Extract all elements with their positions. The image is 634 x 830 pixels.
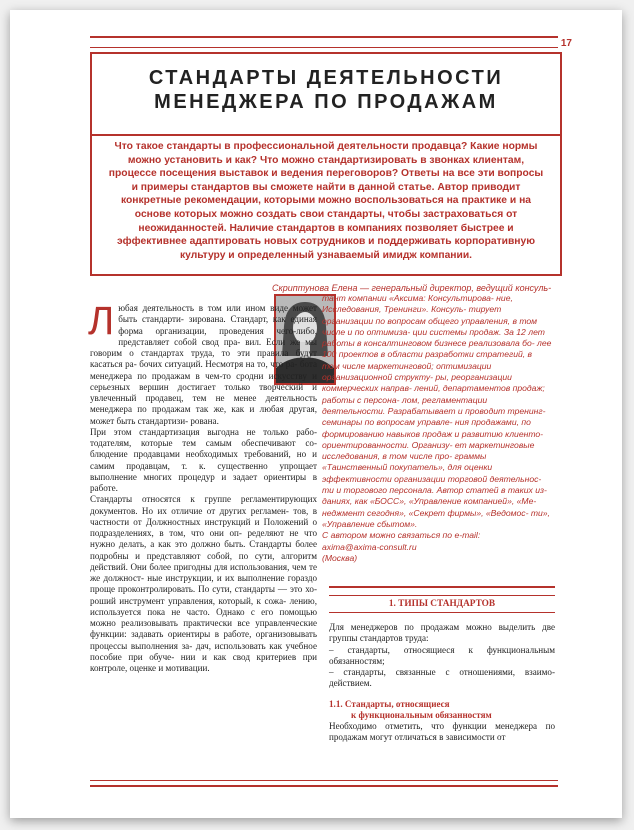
author-byline: Скриптунова Елена — генеральный директор, ведущий консуль-	[272, 283, 552, 293]
subsection-heading-line-1: 1.1. Стандарты, относящиеся	[329, 698, 450, 709]
page-number: 17	[560, 38, 572, 49]
drop-cap: Л	[88, 299, 115, 343]
left-paragraph-1: юбая деятельность в том или ином виде может быть стандарти- зирована. Стандарт, как единая форма организации, проведения чего-либо, представляет собой свод пра- вил. Если же мы говорим о стандартах труда, то эти правила будут касаться ра- бочих ситуаций. Несмотря на то, что ра- бота менеджера по продажам в чем-то сродни искусству и серьезных вершин достигает только творческий и увлеченный продавец, тем не менее деятельность менеджера по продажам так же, как и любая другая, может быть стандартизи- рована.	[90, 303, 317, 426]
top-rule-thick	[90, 36, 558, 38]
list-item: – стандарты, связанные с отношениями, взаимо- действием.	[329, 667, 555, 689]
section-heading: 1. ТИПЫ СТАНДАРТОВ	[329, 595, 555, 613]
left-paragraph-2: При этом стандартизация выгодна не только рабо- тодателям, которые тем самым обеспечивают со- блюдение продавцами необходимых требований, но и самим продавцам, т. к. существенно упрощает выполнение многих процедур и задает ориентиры в работе.	[90, 426, 317, 493]
author-bio: тант компании «Аксима: Консультирова- ние, Исследования, Тренинги». Консуль- тирует организации по вопросам общего управления, в том числе и по оптимиза- ции системы продаж. За 12 лет работы в консалтинговом бизнесе реализовала бо- лее 100 проектов в области разработки стратегий, в том числе маркетинговой; оптимизации организационной структу- ры, реорганизации коммерческих направ- лений, департаментов продаж; работы с персона- лом, регламентации деятельности. Разрабатывает и проводит тренинг-семинары по вопросам управле- ния продажами, по формированию навыков продаж и развитию клиенто-ориентированности. Организу- ет маркетинговые исследования, в том числе про- граммы «Таинственный покупатель», для оценки эффективности организации торговой деятельнос- ти и торгового персонала. Автор статей в таких из- даниях, как «БОСС», «Управление компанией», «Ме- неджмент сегодня», «Секрет фирмы», «Ведомос- ти», «Управление сбытом».	[322, 293, 552, 529]
intro-box	[90, 132, 562, 276]
author-bio-block	[322, 293, 552, 564]
intro-lead: Что такое стандарты в профессиональной деятельности продавца? Какие нормы можно установить и как? Что можно стандартизировать в звонках клиентам, процессе посещения выставок и ведения переговоров? Ответы на все эти вопросы и примеры стандартов вы сможете найти в данной статье. Автор приводит конкретные рекомендации, которыми можно воспользоваться на практике и на основе которых можно создать свои стандарты, чтобы застраховаться от неожиданностей. Наличие стандартов в компаниях позволяет быстрее и эффективнее адаптировать новых сотрудников и поддерживать корпоративную культуру и определенный узнаваемый имидж компании.	[108, 141, 544, 261]
left-paragraph-3: Стандарты относятся к группе регламентирующих документов. Но их отличие от других регламен- тов, в частности от Должностных инструкций и Положений о подразделениях, в том, что они оп- ределяют не что нужно делать, а как это должно быть. Стандарты более подробны и представляют собой, по сути, алгоритм действий. Они более пригодны для использования, чем те же должност- ные инструкции, и их выполнение гораздо проще проконтролировать. По сути, стандарты — это хо- роший инструмент управления, который, к сожа- лению, используется пока не часто. Однако с его помощью можно реализовывать практически все управленческие функции: задавать ориентиры в работе, организовывать процессы выполнения за- дач, использовать как учебное пособие при обуче- нии и как свод критериев при контроле, оценке и мотивации.	[90, 494, 317, 673]
title-line-1: СТАНДАРТЫ ДЕЯТЕЛЬНОСТИ	[148, 67, 504, 89]
author-city: (Москва)	[322, 552, 358, 563]
right-column-rule	[329, 586, 555, 588]
list-item: – стандарты, относящиеся к функциональным обязанностям;	[329, 644, 555, 666]
bottom-rule-thin	[90, 780, 558, 781]
left-column	[88, 299, 317, 674]
top-rule-thin	[90, 47, 558, 48]
subsection-heading-line-2: к функциональным обязанностям	[351, 709, 492, 720]
author-email[interactable]: axima@axima-consult.ru	[322, 541, 417, 552]
right-paragraph-2: Необходимо отметить, что функции менеджера по продажам могут отличаться в зависимости от	[329, 721, 555, 743]
bottom-rule-thick	[90, 785, 558, 787]
title-box	[90, 52, 562, 136]
author-contact-line: С автором можно связаться по e-mail:	[322, 530, 481, 541]
title-line-2: МЕНЕДЖЕРА ПО ПРОДАЖАМ	[154, 91, 498, 113]
magazine-page	[10, 10, 622, 818]
article-title	[92, 66, 560, 114]
right-paragraph-1: Для менеджеров по продажам можно выделить две группы стандартов труда:	[329, 622, 555, 644]
right-column	[329, 622, 555, 744]
